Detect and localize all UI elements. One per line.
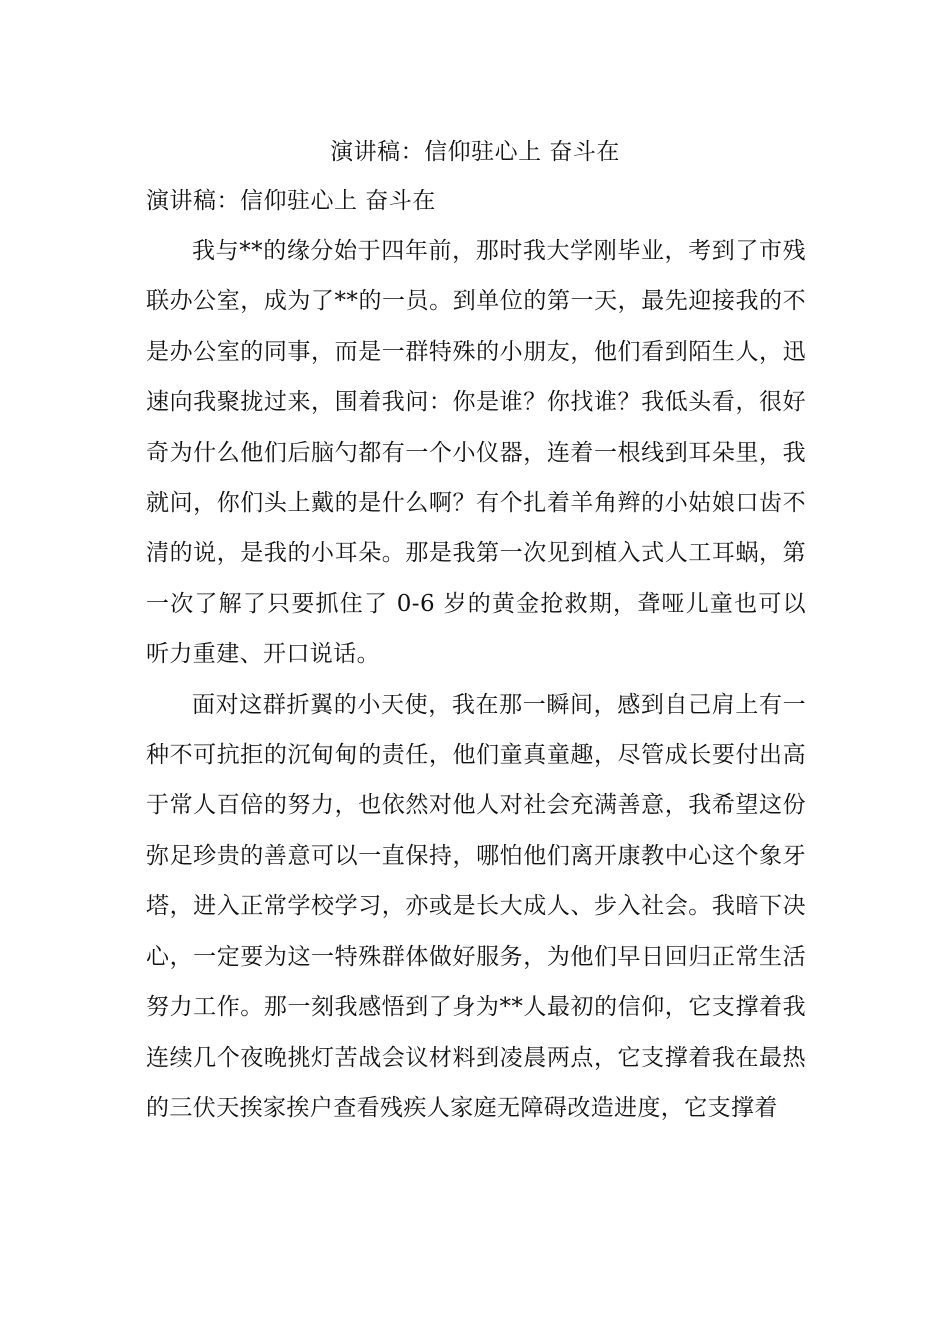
document-title: 演讲稿：信仰驻心上 奋斗在 [330,139,620,165]
paragraph-1: 我与**的缘分始于四年前，那时我大学刚毕业，考到了市残联办公室，成为了**的一员。到单位的第一天，最先迎接我的不是办公室的同事，而是一群特殊的小朋友，他们看到陌生人，迅速向我聚拢过来，围着我问：你是谁？你找谁？我低头看，很好奇为什么他们后脑勺都有一个小仪器，连着一根线到耳朵里，我就问，你们头上戴的是什么啊？有个扎着羊角辫的小姑娘口齿不清的说，是我的小耳朵。那是我第一次见到植入式人工耳蜗，第一次了解了只要抓住了 0-6 岁的黄金抢救期，聋哑儿童也可以听力重建、开口说话。 [146,238,806,668]
document-subtitle: 演讲稿：信仰驻心上 奋斗在 [146,188,436,214]
paragraph-2: 面对这群折翼的小天使，我在那一瞬间，感到自己肩上有一种不可抗拒的沉甸甸的责任，他们童真童趣，尽管成长要付出高于常人百倍的努力，也依然对他人对社会充满善意，我希望这份弥足珍贵的善意可以一直保持，哪怕他们离开康教中心这个象牙塔，进入正常学校学习，亦或是长大成人、步入社会。我暗下决心，一定要为这一特殊群体做好服务，为他们早日回归正常生活努力工作。那一刻我感悟到了身为**人最初的信仰，它支撑着我连续几个夜晚挑灯苦战会议材料到凌晨两点，它支撑着我在最热的三伏天挨家挨户查看残疾人家庭无障碍改造进度，它支撑着 [146,691,806,1121]
document-body [146,226,806,1133]
